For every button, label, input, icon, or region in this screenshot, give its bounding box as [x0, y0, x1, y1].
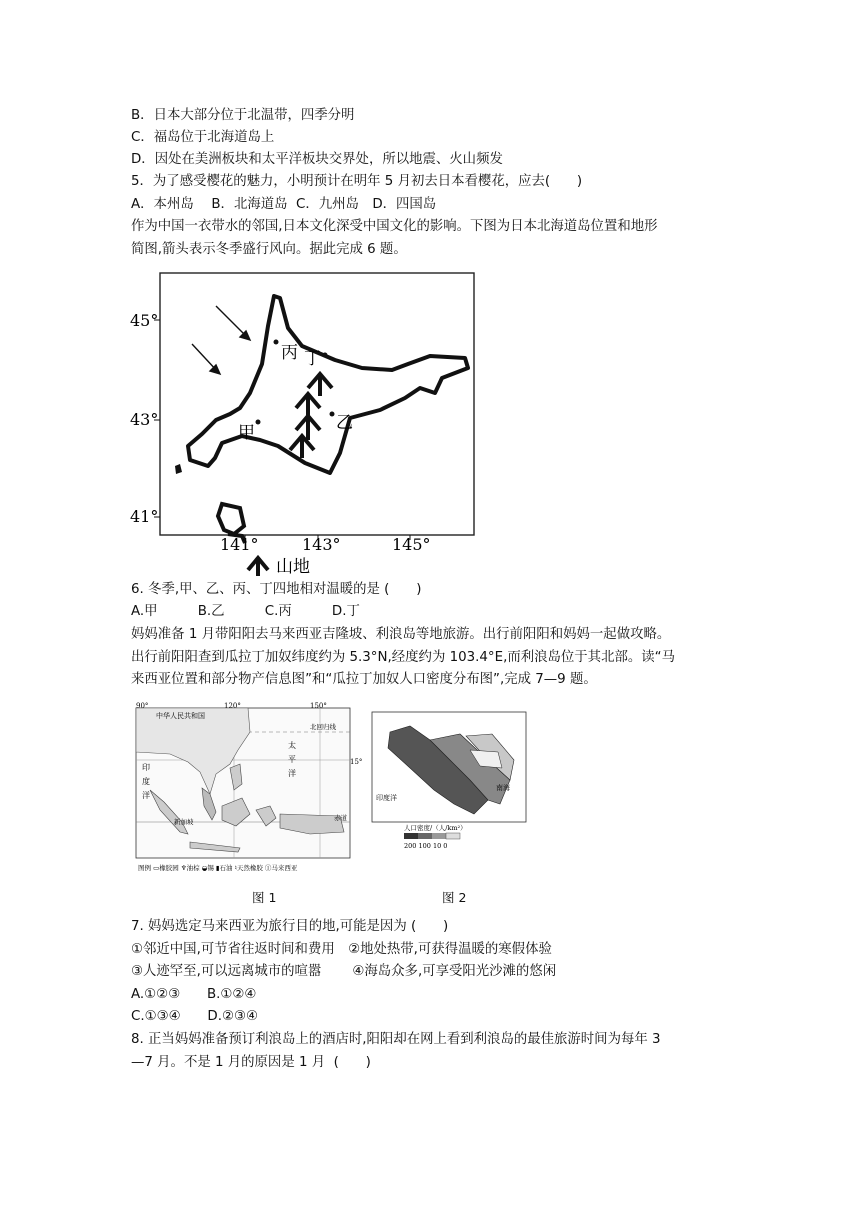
- place-dot-bing: [274, 340, 279, 345]
- fig1-lon-90: 90°: [136, 702, 149, 710]
- intro-q7-line3: 来西亚位置和部分物产信息图”和“瓜拉丁加奴人口密度分布图”,完成 7—9 题。: [131, 672, 597, 687]
- option-d: D．因处在美洲板块和太平洋板块交界处，所以地震、火山频发: [131, 152, 503, 167]
- fig1-legend: 图例 ▭橡胶园 ♆油棕 ◒锡 ▮石油 ♮天然橡胶 ①马来西亚: [138, 864, 298, 872]
- fig1-lon-150: 150°: [310, 702, 327, 710]
- winter-wind-arrows: [192, 306, 250, 374]
- fig1-pacific-1: 太: [288, 741, 296, 750]
- fig1-china: 中华人民共和国: [156, 712, 205, 720]
- question-7-statements-2: ③人迹罕至,可以远离城市的喧嚣 ④海岛众多,可享受阳光沙滩的悠闲: [131, 964, 557, 979]
- intro-q7-line1: 妈妈准备 1 月带阳阳去马来西亚吉隆坡、利浪岛等地旅游。出行前阳阳和妈妈一起做攻略。: [131, 627, 671, 642]
- question-5-options: A．本州岛 B．北海道岛 C．九州岛 D．四国岛: [131, 197, 437, 212]
- fig1-lat-15: 15°: [350, 758, 363, 766]
- western-islet: [175, 464, 182, 474]
- hokkaido-map: [130, 268, 480, 580]
- lat-label-45: 45°: [130, 311, 159, 330]
- place-dot-yi: [330, 412, 335, 417]
- question-6-options: A.甲 B.乙 C.丙 D.丁: [131, 604, 360, 619]
- fig1-indian-3: 洋: [142, 791, 150, 800]
- option-b: B．日本大部分位于北温带，四季分明: [131, 108, 355, 123]
- lat-label-41: 41°: [130, 507, 159, 526]
- place-label-ding: 丁: [304, 349, 321, 369]
- lon-label-143: 143°: [302, 535, 341, 554]
- figure2-population-density: [370, 710, 530, 850]
- question-7-options-1: A.①②③ B.①②④: [131, 987, 257, 1002]
- question-7-options-2: C.①③④ D.②③④: [131, 1009, 258, 1024]
- figure1-caption: 图 1: [252, 890, 277, 905]
- fig2-legend-values: 200 100 10 0: [404, 842, 448, 850]
- place-dot-ding: [323, 353, 328, 358]
- fig2-legend-title: 人口密度/（人/km²）: [404, 824, 467, 832]
- question-8-line1: 8. 正当妈妈准备预订利浪岛上的酒店时,阳阳却在网上看到利浪岛的最佳旅游时间为每年 3: [131, 1032, 661, 1047]
- lon-label-145: 145°: [392, 535, 431, 554]
- mountain-symbols: [290, 374, 332, 458]
- option-c: C．福岛位于北海道岛上: [131, 130, 275, 145]
- figure1-malaysia-map: [130, 702, 363, 874]
- fig1-indian-2: 度: [142, 777, 150, 786]
- fig1-indian-1: 印: [142, 763, 150, 772]
- fig2-sea: 南海: [496, 784, 510, 792]
- question-8-line2: —7 月。不是 1 月的原因是 1 月 ( ): [131, 1055, 371, 1070]
- intro-q7-line2: 出行前阳阳查到瓜拉丁加奴纬度约为 5.3°N,经度约为 103.4°E,而利浪岛位于其北部。读“马: [131, 650, 675, 665]
- place-label-jia: 甲: [238, 423, 255, 443]
- place-label-bing: 丙: [281, 343, 298, 363]
- lon-label-141: 141°: [220, 535, 259, 554]
- question-5: 5．为了感受樱花的魅力，小明预计在明年 5 月初去日本看樱花，应去( ): [131, 174, 583, 189]
- figure2-caption: 图 2: [442, 890, 467, 905]
- fig1-singapore: 新加坡: [174, 818, 194, 826]
- fig1-equator: 赤道: [334, 814, 347, 822]
- fig1-pacific-2: 平: [288, 755, 296, 764]
- mountain-legend-label: 山地: [276, 557, 310, 577]
- fig2-indian-ocean: 印度洋: [376, 794, 397, 802]
- question-7: 7. 妈妈选定马来西亚为旅行目的地,可能是因为 ( ): [131, 919, 449, 934]
- question-6: 6. 冬季,甲、乙、丙、丁四地相对温暖的是 ( ): [131, 582, 422, 597]
- fig1-lon-120: 120°: [224, 702, 241, 710]
- fig1-tropic: 北回归线: [310, 723, 336, 731]
- lat-label-43: 43°: [130, 410, 159, 429]
- intro-q6-line2: 简图,箭头表示冬季盛行风向。据此完成 6 题。: [131, 242, 407, 257]
- fig1-pacific-3: 洋: [288, 769, 296, 778]
- place-dot-jia: [256, 420, 261, 425]
- small-island: [218, 504, 244, 534]
- question-7-statements-1: ①邻近中国,可节省往返时间和费用 ②地处热带,可获得温暖的寒假体验: [131, 942, 552, 957]
- intro-q6-line1: 作为中国一衣带水的邻国,日本文化深受中国文化的影响。下图为日本北海道岛位置和地形: [131, 219, 658, 234]
- mountain-legend-icon: [248, 558, 268, 576]
- place-label-yi: 乙: [336, 413, 353, 433]
